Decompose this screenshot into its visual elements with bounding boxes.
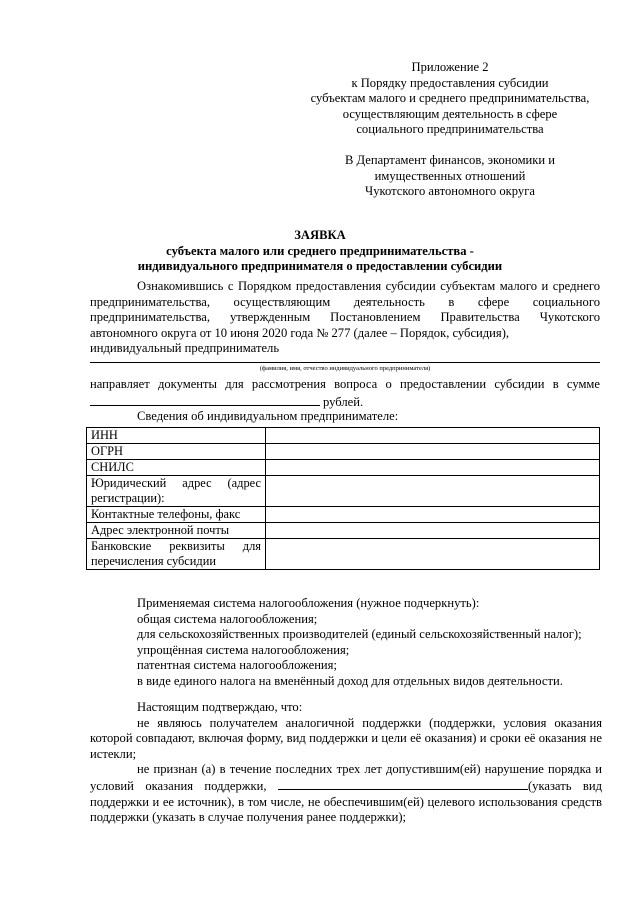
table-label: ИНН <box>87 428 266 444</box>
entrepreneur-info-table <box>86 427 600 570</box>
sends-text: направляет документы для рассмотрения вопроса о предоставлении субсидии в сумме <box>90 377 600 391</box>
support-type-input-line[interactable] <box>278 778 528 790</box>
confirm-item: не являюсь получателем аналогичной поддержки (поддержки, условия оказания которой совпадают, включая форму, вид поддержки и цели её оказания) и сроки её оказания не истекли; <box>90 715 602 761</box>
table-label: Адрес электронной почты <box>87 523 266 539</box>
currency-label: рублей. <box>323 395 364 409</box>
table-label-line: Банковские реквизиты для <box>91 539 261 553</box>
table-label: Контактные телефоны, факс <box>87 507 266 523</box>
tax-heading: Применяемая система налогообложения (нужное подчеркнуть): <box>137 596 480 610</box>
table-row <box>87 428 600 444</box>
table-value-cell[interactable] <box>266 539 600 570</box>
table-row <box>87 444 600 460</box>
table-row <box>87 460 600 476</box>
appendix-line: субъектам малого и среднего предпринимательства, <box>310 91 590 106</box>
appendix-line: Приложение 2 <box>411 60 489 74</box>
appendix-line: к Порядку предоставления субсидии <box>351 75 549 90</box>
addressee-block <box>300 153 600 200</box>
table-label: СНИЛС <box>87 460 266 476</box>
table-value-cell[interactable] <box>266 507 600 523</box>
addressee-line: Чукотского автономного округа <box>365 184 535 199</box>
addressee-line: имущественных отношений <box>374 168 526 183</box>
tax-system-block <box>137 596 607 690</box>
table-row <box>87 507 600 523</box>
appendix-line: социального предпринимательства <box>356 122 544 137</box>
table-label <box>87 539 266 570</box>
table-row <box>87 523 600 539</box>
table-label-line: Юридический адрес (адрес <box>91 476 261 490</box>
tax-option[interactable]: упрощённая система налогообложения; <box>137 642 350 657</box>
table-value-cell[interactable] <box>266 460 600 476</box>
confirm-item <box>90 762 602 825</box>
fio-input-line[interactable] <box>90 362 600 363</box>
title-heading: ЗАЯВКА <box>294 228 346 242</box>
tax-option[interactable]: общая система налогообложения; <box>137 611 318 626</box>
title-line: индивидуального предпринимателя о предоставлении субсидии <box>137 259 503 274</box>
table-value-cell[interactable] <box>266 428 600 444</box>
confirm-item-text: (указать вид поддержки и ее источник), в том числе, не обеспечившим(ей) целевого использования средств поддержки (указать в случае получения ранее поддержки); <box>90 778 602 825</box>
table-label-line: перечисления субсидии <box>91 554 216 568</box>
tax-option[interactable]: в виде единого налога на вменённый доход для отдельных видов деятельности. <box>137 673 563 688</box>
intro-last-line: индивидуальный предприниматель <box>90 341 280 356</box>
confirm-item-text: не признан (а) в течение последних трех лет допустившим(ей) нарушение порядка и условий оказания поддержки, <box>90 762 602 793</box>
tax-option[interactable]: для сельскохозяйственных производителей (единый сельскохозяйственный налог); <box>137 627 582 642</box>
addressee-line: В Департамент финансов, экономики и <box>344 153 556 167</box>
intro-paragraph <box>90 279 600 357</box>
info-heading: Сведения об индивидуальном предпринимателе: <box>137 409 399 423</box>
appendix-header <box>300 60 600 138</box>
confirm-heading: Настоящим подтверждаю, что: <box>137 700 303 714</box>
fio-caption: (фамилия, имя, отчество индивидуального предпринимателя) <box>259 365 431 372</box>
table-value-cell[interactable] <box>266 444 600 460</box>
table-row <box>87 539 600 570</box>
table-label <box>87 476 266 507</box>
tax-option[interactable]: патентная система налогообложения; <box>137 658 337 673</box>
document-title <box>70 228 570 275</box>
table-label: ОГРН <box>87 444 266 460</box>
sum-input-line[interactable] <box>90 394 320 406</box>
table-row <box>87 476 600 507</box>
title-line: субъекта малого или среднего предпринимательства - <box>166 243 474 258</box>
table-value-cell[interactable] <box>266 476 600 507</box>
table-value-cell[interactable] <box>266 523 600 539</box>
appendix-line: осуществляющим деятельность в сфере <box>342 106 558 121</box>
confirmation-block <box>90 700 602 826</box>
intro-text: Ознакомившись с Порядком предоставления субсидии субъектам малого и среднего предпринимательства, осуществляющим деятельность в сфере социального предпринимательства, утвержденным Постановлением Правительства Чукотского автономного округа от 10 июня 2020 года № 277 (далее – Порядок, субсидия), <box>90 279 600 340</box>
table-label-line: регистрации): <box>91 491 165 505</box>
